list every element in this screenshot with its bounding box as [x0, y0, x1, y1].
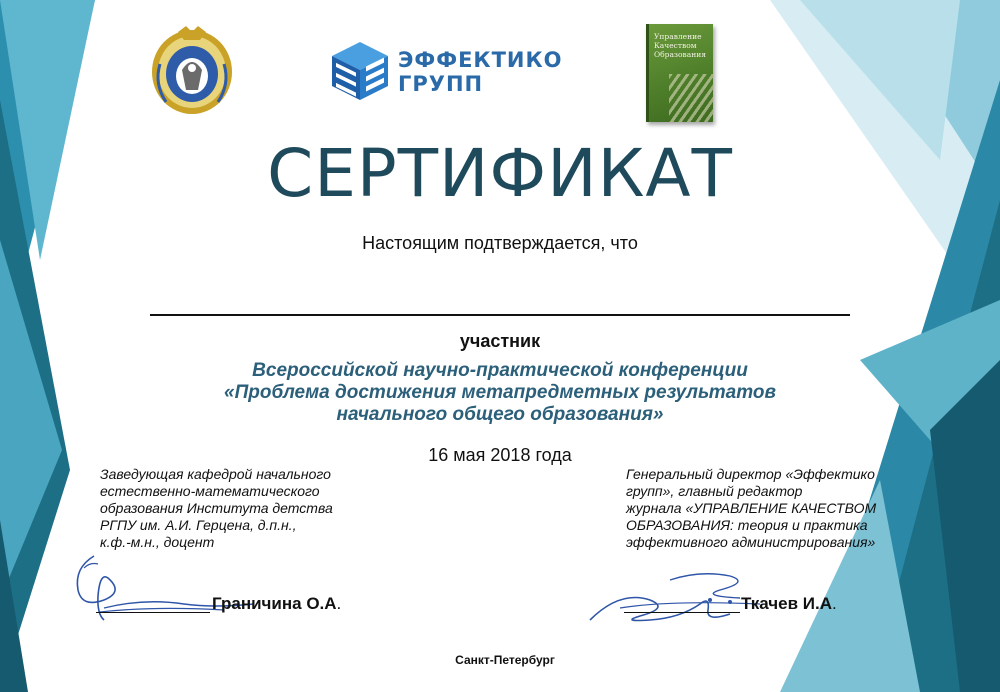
left-signatory-position	[100, 466, 400, 551]
company-name	[398, 48, 578, 96]
journal-cover-pattern	[669, 74, 713, 122]
position-line: образования Института детства	[100, 500, 333, 516]
conference-line: Всероссийской научно-практической конференции	[252, 360, 748, 381]
position-line: РГПУ им. А.И. Герцена, д.п.н.,	[100, 517, 297, 533]
right-signature-line	[624, 612, 740, 613]
left-signatory-dot: .	[336, 594, 342, 613]
left-signature-icon	[64, 548, 264, 628]
position-line: эффективного администрирования»	[626, 534, 876, 550]
left-signatory-name-text: Граничина О.А	[212, 594, 337, 613]
left-signature-line	[96, 612, 210, 613]
position-line: Генеральный директор «Эффектико	[626, 466, 875, 482]
conference-line: «Проблема достижения метапредметных результатов	[224, 382, 776, 403]
company-name-line1: ЭФФЕКТИКО	[398, 48, 563, 72]
right-signatory-name	[741, 594, 837, 614]
company-name-line2: ГРУПП	[398, 72, 484, 96]
right-signatory-dot: .	[832, 594, 837, 613]
company-logo-icon	[330, 40, 390, 102]
university-seal-icon	[148, 24, 236, 116]
position-line: к.ф.-м.н., доцент	[100, 534, 215, 550]
participant-label: участник	[459, 331, 541, 351]
right-signatory-name-text: Ткачев И.А	[741, 594, 832, 613]
journal-cover-icon	[646, 24, 713, 122]
position-line: Заведующая кафедрой начального	[100, 466, 331, 482]
conference-title	[150, 360, 850, 426]
conference-date: 16 мая 2018 года	[428, 445, 572, 465]
recipient-name-line	[150, 314, 850, 316]
position-line: журнала «УПРАВЛЕНИЕ КАЧЕСТВОМ	[626, 500, 877, 516]
city: Санкт-Петербург	[455, 653, 555, 667]
certificate-title: СЕРТИФИКАТ	[267, 135, 733, 212]
right-signatory-position	[626, 466, 926, 551]
journal-cover-title: Управление Качеством Образования	[654, 32, 706, 59]
position-line: естественно-математического	[100, 483, 320, 499]
confirm-text: Настоящим подтверждается, что	[362, 233, 638, 253]
position-line: ОБРАЗОВАНИЯ: теория и практика	[626, 517, 868, 533]
left-signatory-name	[212, 594, 341, 614]
conference-line: начального общего образования»	[336, 404, 664, 425]
position-line: групп», главный редактор	[626, 483, 803, 499]
